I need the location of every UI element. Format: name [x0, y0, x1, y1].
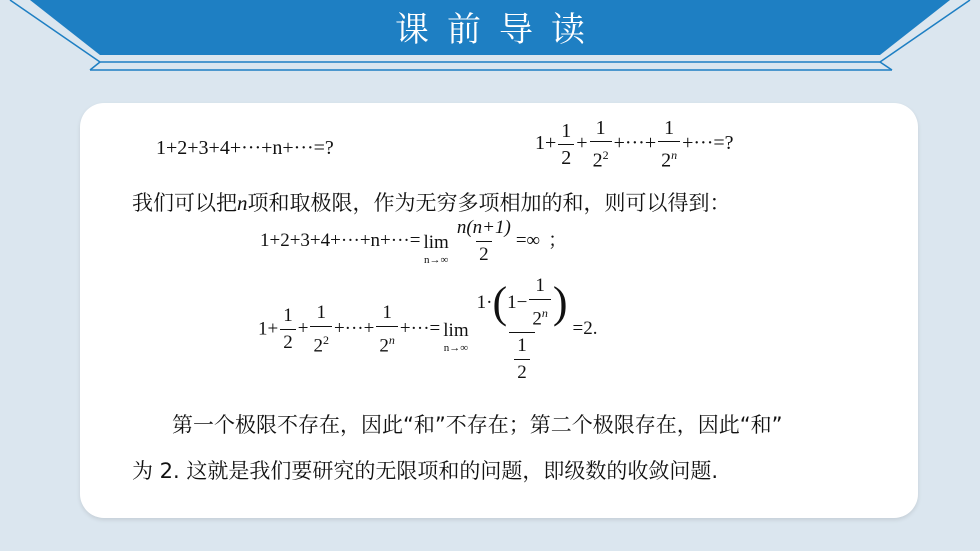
equation-integer-limit	[260, 217, 567, 266]
fraction-half: $\frac{1}{2}$	[558, 120, 574, 169]
equation-1-rhs: =∞	[515, 229, 541, 251]
semicolon: ；	[548, 228, 568, 251]
intro-variable-n: n	[237, 191, 248, 215]
question-series-integers: 1+2+3+4+···+n+···=?	[156, 137, 334, 159]
fraction-nth: $\frac{1}{2^n}$	[658, 117, 680, 172]
fraction-half-2: $\frac{1}{2}$	[280, 305, 296, 354]
limit-operator-2: lim n→∞	[443, 319, 469, 354]
page-title: 课前导读	[395, 10, 603, 50]
intro-part-1: 我们可以把	[132, 191, 237, 215]
fraction-quarter-2: $\frac{1}{2^2}$	[310, 302, 332, 357]
intro-text	[132, 187, 731, 217]
question-series-geometric: 1+ $\frac{1}{2}$ + $\frac{1}{2^2}$ +···+ $\frac{1}{2^n}$ +···=?	[535, 117, 734, 172]
equation-1-lhs: 1+2+3+4+···+n+···=	[260, 229, 421, 251]
series-prefix: 1+	[535, 131, 557, 154]
limit-operator: lim n→∞	[423, 231, 449, 266]
fraction-n-n-plus-1-over-2: $\frac{n(n+1)}{2}$	[456, 217, 511, 265]
paragraph-line-1: 第一个极限不存在，因此“和”不存在；第二个极限存在，因此“和”	[172, 413, 783, 437]
fraction-nth-2: $\frac{1}{2^n}$	[376, 302, 398, 357]
fraction-quarter: $\frac{1}{2^2}$	[590, 117, 612, 172]
paragraph-line-2: 为 2. 这就是我们要研究的无限项和的问题，即级数的收敛问题.	[132, 459, 719, 483]
big-fraction: 1· ( 1− $\frac{1}{2^n}$ ) $\frac{1}{2}$	[476, 275, 568, 384]
content-card	[80, 103, 918, 518]
equation-geometric-limit: 1+ $\frac{1}{2}$ + $\frac{1}{2^2}$ +···+ $\frac{1}{2^n}$ +···= lim n→∞ 1· ( 1− $\frac{1}{2^n}$ ) $\frac{1}{2}$ =2.	[258, 275, 598, 384]
equation-2-rhs: =2.	[572, 318, 598, 340]
series-suffix: +···=?	[682, 131, 734, 154]
intro-part-2: 项和取极限，作为无穷多项相加的和，则可以得到：	[247, 191, 731, 215]
